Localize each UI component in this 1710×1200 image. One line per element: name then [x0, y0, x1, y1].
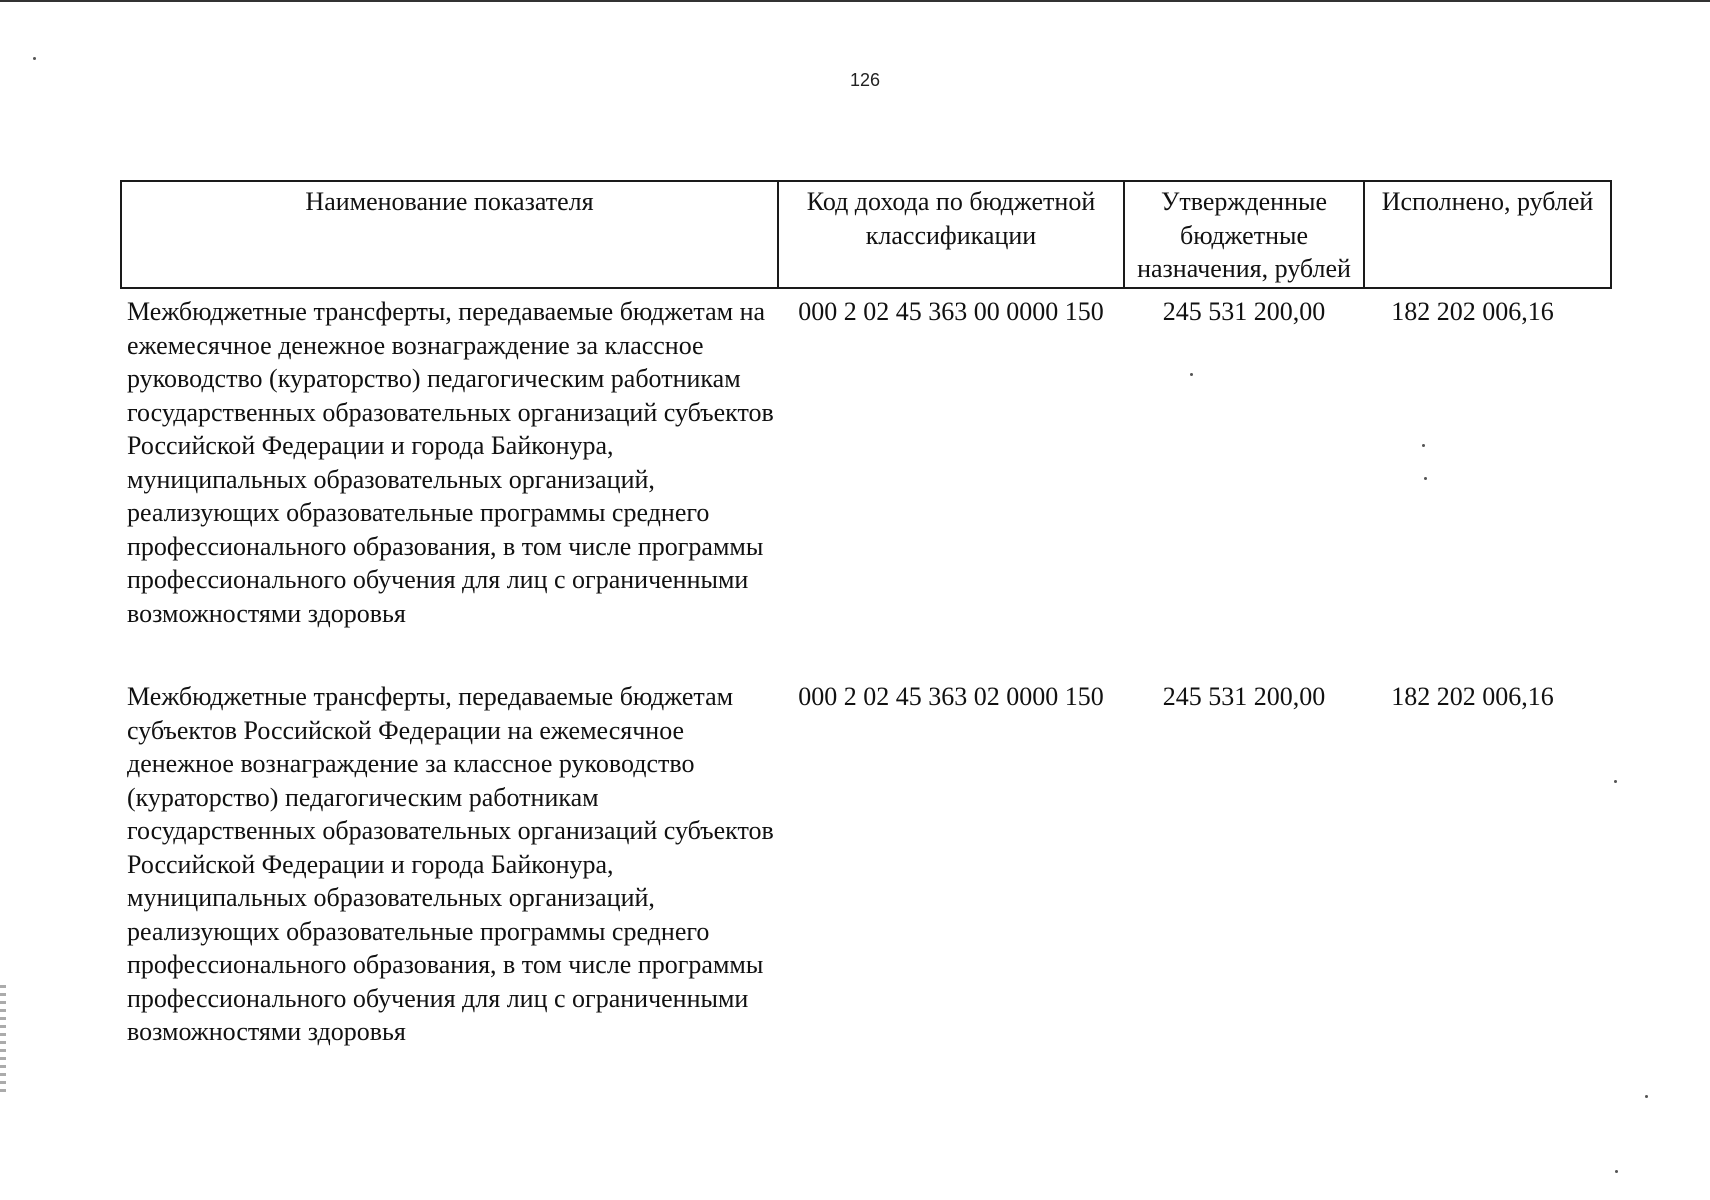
header-revenue-code: Код дохода по бюджетной классификации: [778, 181, 1124, 288]
page-number: 126: [849, 70, 881, 90]
scan-speck: [33, 57, 36, 60]
scan-speck: [1645, 1095, 1648, 1098]
header-indicator-name: Наименование показателя: [121, 181, 778, 288]
budget-revenue-table: [120, 180, 1612, 1049]
scan-speck: [1190, 373, 1193, 376]
table-body: [121, 288, 1611, 1049]
header-executed-amount: Исполнено, рублей: [1364, 181, 1611, 288]
table-header: [121, 181, 1611, 288]
approved-amount-cell: 245 531 200,00: [1162, 682, 1326, 711]
header-approved-amount: Утвержденные бюджетные назначения, рублей: [1124, 181, 1364, 288]
scan-speck: [1615, 1170, 1618, 1173]
executed-amount-cell: 182 202 006,16: [1391, 682, 1554, 711]
scan-speck: [1614, 780, 1617, 783]
scan-edge-artifact: [0, 985, 6, 1095]
table-row: [121, 680, 1611, 1049]
page-top-border: [0, 0, 1710, 2]
header-row: [121, 181, 1611, 288]
scan-speck: [1424, 477, 1427, 480]
approved-amount-cell: 245 531 200,00: [1162, 297, 1326, 326]
executed-amount-cell: 182 202 006,16: [1391, 297, 1554, 326]
table-row: [121, 288, 1611, 680]
revenue-code-cell: 000 2 02 45 363 00 0000 150: [798, 297, 1104, 326]
indicator-name-cell: Межбюджетные трансферты, передаваемые бюджетам на ежемесячное денежное вознаграждение за классное руководство (кураторство) педагогическим работникам государственных образовательных организаций субъектов Российской Федерации и города Байконура, муниципальных образовательных организаций, реализующих образовательные программы среднего профессионального образования, в том числе программы профессионального обучения для лиц с ограниченными возможностями здоровья: [127, 297, 774, 628]
revenue-code-cell: 000 2 02 45 363 02 0000 150: [798, 682, 1104, 711]
indicator-name-cell: Межбюджетные трансферты, передаваемые бюджетам субъектов Российской Федерации на ежемесячное денежное вознаграждение за классное руководство (кураторство) педагогическим работникам государственных образовательных организаций субъектов Российской Федерации и города Байконура, муниципальных образовательных организаций, реализующих образовательные программы среднего профессионального образования, в том числе программы профессионального обучения для лиц с ограниченными возможностями здоровья: [127, 682, 774, 1046]
scan-speck: [1422, 444, 1425, 447]
